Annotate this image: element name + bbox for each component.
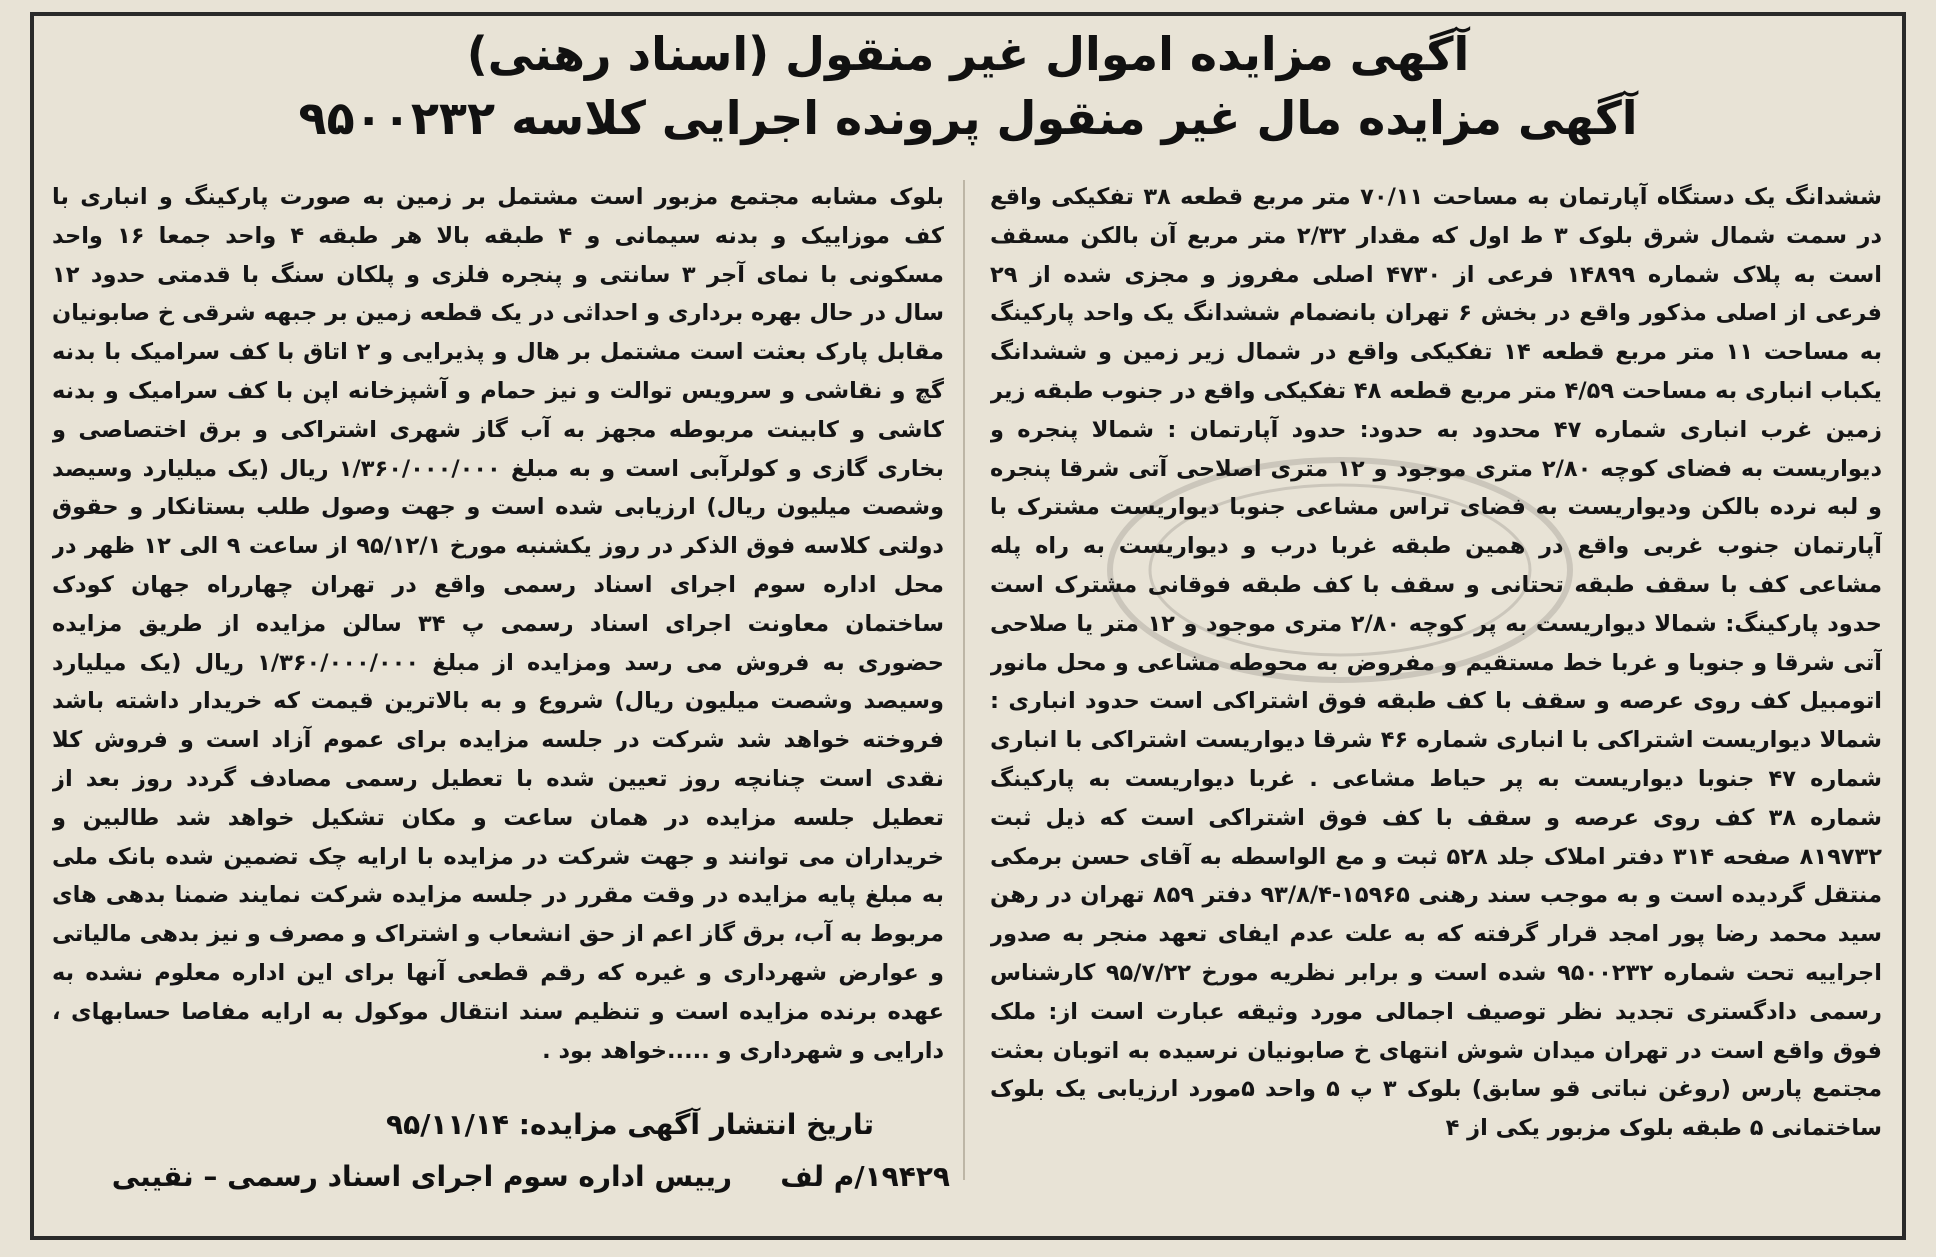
body-column-left: بلوک مشابه مجتمع مزبور است مشتمل بر زمین به صورت پارکینگ و انباری با کف موزاییک و بدنه سیمانی و ۴ طبقه بالا هر طبقه ۴ واحد جمعا ۱۶ واحد مسکونی با نمای آجر ۳ سانتی و پنجره فلزی و پلکان سنگ با قدمتی حدود ۱۲ سال در حال بهره برداری و احداثی در یک قطعه زمین بر جبهه شرقی خ صابونیان مقابل پارک بعثت است مشتمل بر هال و پذیرایی و ۲ اتاق با کف سرامیک با بدنه گچ و نقاشی و سرویس توالت و نیز حمام و آشپزخانه اپن با کف سرامیک و بدنه کاشی و کابینت مربوطه مجهز به آب گاز شهری اشتراکی و برق اختصاصی و بخاری گازی و کولرآبی است و به مبلغ ۱/۳۶۰/۰۰۰/۰۰۰ ریال (یک میلیارد وسیصد وشصت میلیون ریال) ارزیابی شده است و جهت وصول طلب بستانکار و حقوق دولتی کلاسه فوق الذکر در روز یکشنبه مورخ ۹۵/۱۲/۱ از ساعت ۹ الی ۱۲ ظهر در محل اداره سوم اجرای اسناد رسمی واقع در تهران چهارراه جهان کودک ساختمان معاونت اجرای اسناد رسمی پ ۳۴ سالن مزایده از طریق مزایده حضوری به فروش می رسد ومزایده از مبلغ ۱/۳۶۰/۰۰۰/۰۰۰ ریال (یک میلیارد وسیصد وشصت میلیون ریال) شروع و به بالاترین قیمت که خریدار داشته باشد فروخته خواهد شد شرکت در جلسه مزایده برای عموم آزاد است و فروش کلا نقدی است چنانچه روز تعیین شده با تعطیل رسمی مصادف گردد روز بعد از تعطیل جلسه مزایده در همان ساعت و مکان تشکیل خواهد شد طالبین و خریداران می توانند و جهت شرکت در مزایده با ارایه چک تضمین شده بانک ملی به مبلغ پایه مزایده در وقت مقرر در جلسه مزایده شرکت نمایند ضمنا بدهی های مربوط به آب، برق گاز اعم از حق انشعاب و اشتراک و مصرف و نیز بدهی مالیاتی و عوارض شهرداری و غیره که رقم قطعی آنها برای این اداره معلوم نشده به عهده برنده مزایده است و تنظیم سند انتقال موکول به ارایه مفاصا حسابهای ، دارایی و شهرداری و .....خواهد بود . <box>52 184 944 1064</box>
body-column-right: ششدانگ یک دستگاه آپارتمان به مساحت ۷۰/۱۱ متر مربع قطعه ۳۸ تفکیکی واقع در سمت شمال شرق بلوک ۳ ط اول که مقدار ۲/۳۲ متر مربع آن بالکن مسقف است به پلاک شماره ۱۴۸۹۹ فرعی از ۴۷۳۰ اصلی مفروز و مجزی شده از ۲۹ فرعی از اصلی مذکور واقع در بخش ۶ تهران بانضمام ششدانگ یک واحد پارکینگ به مساحت ۱۱ متر مربع قطعه ۱۴ تفکیکی واقع در شمال زیر زمین و ششدانگ یکباب انباری به مساحت ۴/۵۹ متر مربع قطعه ۴۸ تفکیکی واقع در جنوب طبقه زیر زمین غرب انباری شماره ۴۷ محدود به حدود: حدود آپارتمان : شمالا پنجره و دیواریست به فضای کوچه ۲/۸۰ متری موجود و ۱۲ متری اصلاحی آتی شرقا پنجره و لبه نرده بالکن ودیواریست به فضای تراس مشاعی جنوبا دیواریست مشترک با آپارتمان جنوب غربی واقع در همین طبقه غربا درب و دیواریست به راه پله مشاعی کف با سقف طبقه تحتانی و سقف با کف طبقه فوقانی مشترک است حدود پارکینگ: شمالا دیواریست به پر کوچه ۲/۸۰ متری موجود و ۱۲ متر یا صلاحی آتی شرقا و جنوبا و غربا خط مستقیم و مفروض به محوطه مشاعی و محل مانور اتومبیل کف روی عرصه و سقف با کف طبقه فوق اشتراکی است حدود انباری : شمالا دیواریست اشتراکی با انباری شماره ۴۶ شرقا دیواریست اشتراکی با انباری شماره ۴۷ جنوبا دیواریست به پر حیاط مشاعی . غربا دیواریست به پارکینگ شماره ۳۸ کف روی عرصه و سقف با کف فوق اشتراکی است که ذیل ثبت ۸۱۹۷۳۲ صفحه ۳۱۴ دفتر املاک جلد ۵۲۸ ثبت و مع الواسطه به آقای حسن برمکی منتقل گردیده است و به موجب سند رهنی ۱۵۹۶۵-۹۳/۸/۴ دفتر ۸۵۹ تهران در رهن سید محمد رضا پور امجد قرار گرفته که به علت عدم ایفای تعهد منجر به صدور اجراییه تحت شماره ۹۵۰۰۲۳۲ شده است و برابر نظریه مورخ ۹۵/۷/۲۲ کارشناس رسمی دادگستری تجدید نظر توصیف اجمالی مورد وثیقه عبارت است از: ملک فوق واقع است در تهران میدان شوش انتهای خ صابونیان نرسیده به اتوبان بعثت مجتمع پارس (روغن نباتی قو سابق) بلوک ۳ پ ۵ واحد ۵مورد ارزیابی یک بلوک ساختمانی ۵ طبقه بلوک مزبور یکی از ۴ <box>990 184 1882 1142</box>
ad-subtitle: آگهی مزایده مال غیر منقول پرونده اجرایی کلاسه ۹۵۰۰۲۳۲ <box>298 91 1638 145</box>
reference-number: ۱۹۴۲۹/م لف <box>780 1160 950 1193</box>
signature-line: رییس اداره سوم اجرای اسناد رسمی – نقیبی <box>111 1160 732 1193</box>
ad-title: آگهی مزایده اموال غیر منقول (اسناد رهنی) <box>466 27 1470 81</box>
ad-header <box>40 22 1896 162</box>
column-divider <box>963 180 965 1180</box>
publish-date: تاریخ انتشار آگهی مزایده: ۹۵/۱۱/۱۴ <box>386 1108 874 1141</box>
